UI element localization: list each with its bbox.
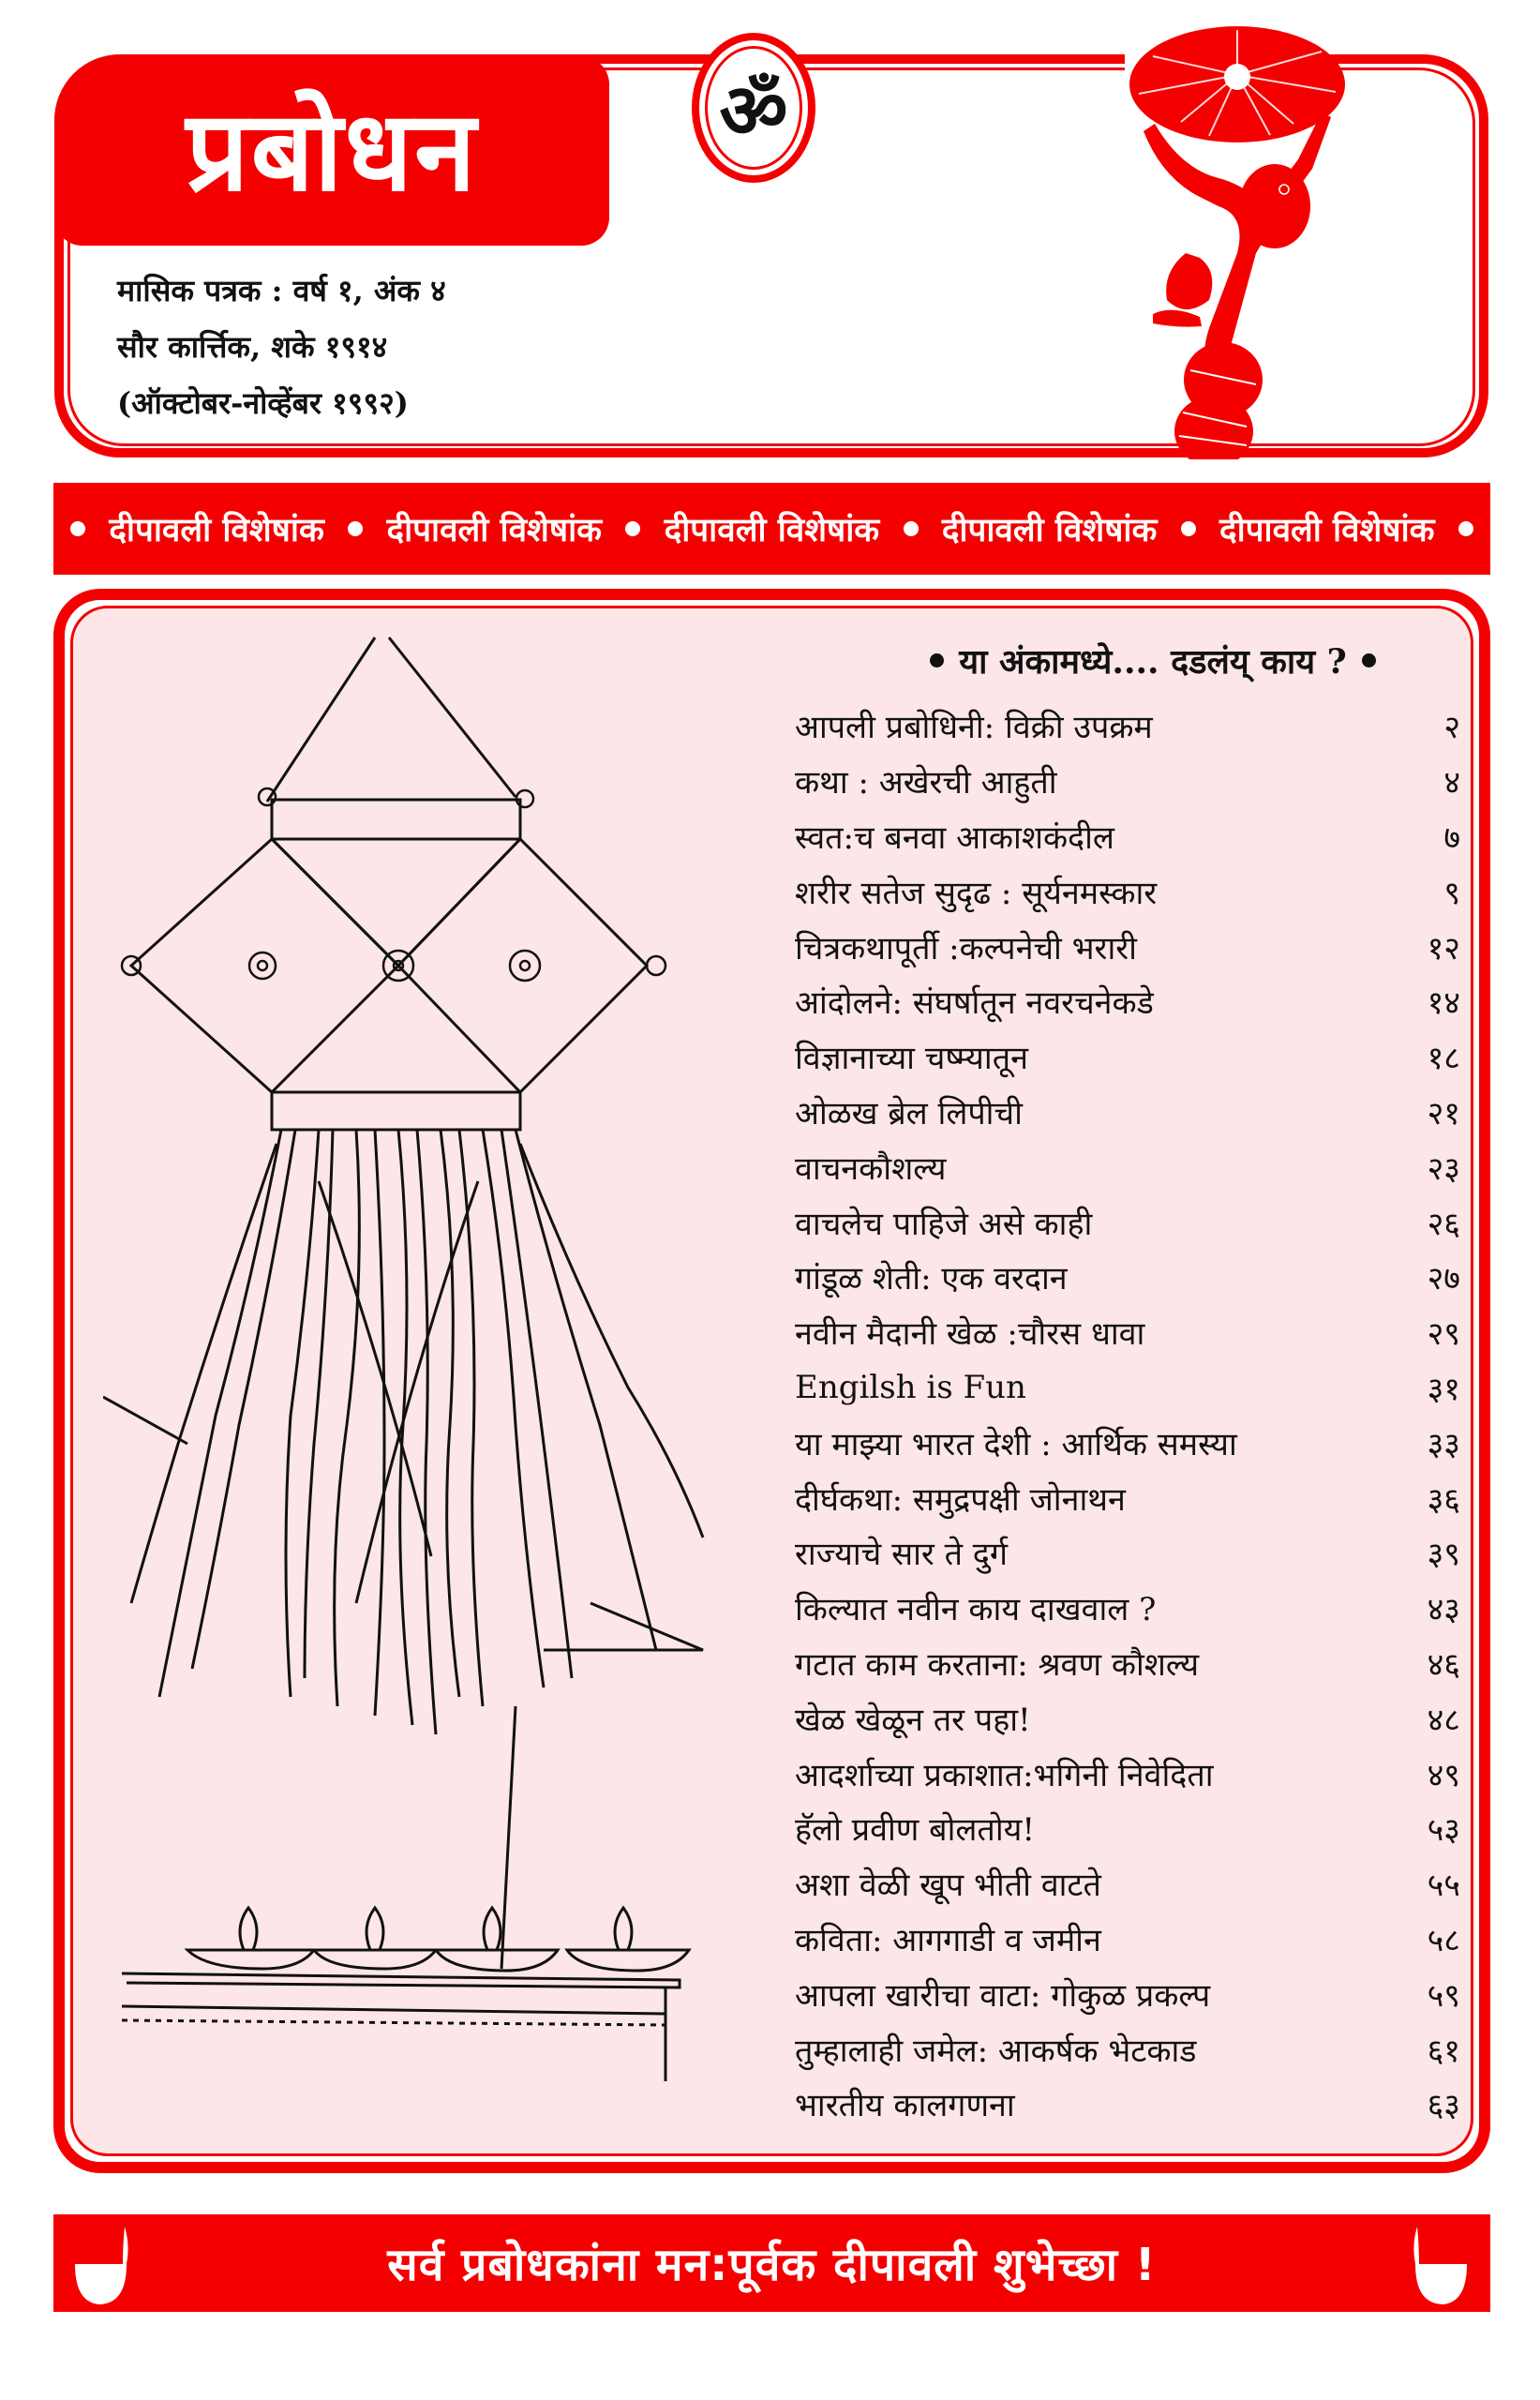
toc-item-title: हॅलो प्रवीण बोलतोय! — [795, 1811, 1036, 1850]
toc-row[interactable] — [795, 1912, 1460, 1967]
toc-item-title: भारतीय कालगणना — [795, 2087, 1015, 2125]
toc-row[interactable] — [795, 2077, 1460, 2132]
toc-row[interactable] — [795, 1305, 1460, 1360]
toc-item-page: ७ — [1443, 818, 1460, 857]
toc-item-page: २९ — [1427, 1315, 1460, 1354]
toc-row[interactable] — [795, 1581, 1460, 1636]
table-of-contents — [795, 698, 1460, 2132]
toc-row[interactable] — [795, 974, 1460, 1029]
toc-item-title: या माझ्या भारत देशी : आर्थिक समस्या — [795, 1425, 1237, 1463]
contents-heading-text: या अंकामध्ये.... दडलंय् काय ? — [959, 642, 1347, 682]
toc-item-title: गांडूळ शेती: एक वरदान — [795, 1260, 1068, 1298]
toc-item-page: ३९ — [1427, 1536, 1460, 1574]
toc-row[interactable] — [795, 754, 1460, 809]
bullet-icon — [1458, 521, 1473, 536]
bullet-icon — [930, 653, 944, 668]
toc-row[interactable] — [795, 919, 1460, 974]
toc-row[interactable] — [795, 1194, 1460, 1250]
toc-item-title: अशा वेळी खूप भीती वाटते — [795, 1867, 1101, 1905]
toc-item-title: आंदोलने: संघर्षातून नवरचनेकडे — [795, 984, 1154, 1023]
toc-item-title: वाचनकौशल्य — [795, 1149, 947, 1188]
toc-item-page: ३१ — [1427, 1370, 1460, 1408]
toc-item-page: १२ — [1427, 929, 1460, 968]
toc-item-title: किल्यात नवीन काय दाखवाल ? — [795, 1591, 1157, 1629]
toc-item-title: शरीर सतेज सुदृढ : सूर्यनमस्कार — [795, 874, 1158, 912]
toc-item-page: ४९ — [1427, 1756, 1460, 1794]
banner-item: दीपावली विशेषांक — [1219, 511, 1435, 549]
banner-item: दीपावली विशेषांक — [941, 511, 1158, 549]
toc-item-page: ९ — [1443, 874, 1460, 912]
issue-line-months: (ऑक्टोबर-नोव्हेंबर १९९२) — [117, 385, 409, 421]
om-emblem — [692, 33, 815, 183]
banner-item: दीपावली विशेषांक — [664, 511, 880, 549]
issue-line-volume: मासिक पत्रक : वर्ष १, अंक ४ — [117, 273, 446, 308]
toc-item-title: गटात काम करताना: श्रवण कौशल्य — [795, 1645, 1200, 1684]
greeting-banner — [53, 2214, 1490, 2312]
toc-item-title: विज्ञानाच्या चष्म्यातून — [795, 1040, 1028, 1078]
greeting-text: सर्व प्रबोधकांना मन:पूर्वक दीपावली शुभेच्छा ! — [387, 2238, 1157, 2291]
toc-row[interactable] — [795, 1029, 1460, 1085]
toc-row[interactable] — [795, 1415, 1460, 1470]
toc-item-title: आदर्शाच्या प्रकाशात:भगिनी निवेदिता — [795, 1756, 1214, 1794]
bullet-icon — [625, 521, 640, 536]
bullet-icon — [70, 521, 85, 536]
toc-item-page: ५९ — [1427, 1976, 1460, 2015]
toc-row[interactable] — [795, 698, 1460, 754]
figure-holding-sun-logo-icon — [1097, 19, 1368, 459]
bullet-icon — [1362, 653, 1376, 668]
toc-row[interactable] — [795, 809, 1460, 864]
toc-item-title: तुम्हालाही जमेल: आकर्षक भेटकाड — [795, 2032, 1197, 2070]
toc-item-title: चित्रकथापूर्ती :कल्पनेची भरारी — [795, 929, 1137, 968]
toc-item-title: दीर्घकथा: समुद्रपक्षी जोनाथन — [795, 1480, 1126, 1519]
toc-row[interactable] — [795, 1966, 1460, 2021]
toc-item-page: ४३ — [1427, 1591, 1460, 1629]
toc-item-title: आपली प्रबोधिनी: विक्री उपक्रम — [795, 709, 1153, 747]
toc-row[interactable] — [795, 1801, 1460, 1856]
toc-item-page: २७ — [1427, 1260, 1460, 1298]
toc-item-page: २३ — [1427, 1149, 1460, 1188]
toc-row[interactable] — [795, 1856, 1460, 1912]
toc-item-page: ३३ — [1427, 1425, 1460, 1463]
toc-item-page: ५५ — [1427, 1867, 1460, 1905]
magazine-title: प्रबोधन — [186, 86, 478, 216]
toc-item-title: Engilsh is Fun — [795, 1368, 1026, 1406]
toc-row[interactable] — [795, 1085, 1460, 1140]
toc-item-page: ५३ — [1427, 1811, 1460, 1850]
toc-item-page: ४ — [1443, 764, 1460, 802]
diwali-special-banner — [53, 483, 1490, 575]
toc-item-title: स्वत:च बनवा आकाशकंदील — [795, 818, 1114, 857]
toc-item-page: ६१ — [1427, 2032, 1460, 2070]
toc-item-title: आपला खारीचा वाटा: गोकुळ प्रकल्प — [795, 1976, 1211, 2015]
toc-row[interactable] — [795, 1470, 1460, 1525]
toc-item-page: १४ — [1427, 984, 1460, 1023]
toc-item-page: २१ — [1427, 1094, 1460, 1132]
toc-item-page: १८ — [1427, 1040, 1460, 1078]
toc-row[interactable] — [795, 1250, 1460, 1305]
bullet-icon — [904, 521, 919, 536]
banner-item: दीपावली विशेषांक — [386, 511, 603, 549]
toc-item-title: राज्याचे सार ते दुर्ग — [795, 1536, 1008, 1574]
toc-item-title: खेळ खेळून तर पहा! — [795, 1701, 1031, 1739]
contents-heading — [844, 638, 1462, 683]
toc-item-page: २६ — [1427, 1205, 1460, 1243]
toc-item-title: नवीन मैदानी खेळ :चौरस धावा — [795, 1315, 1145, 1354]
diya-lamp-icon — [70, 2222, 136, 2306]
bullet-icon — [348, 521, 363, 536]
toc-item-page: ६३ — [1427, 2087, 1460, 2125]
issue-info — [117, 262, 642, 431]
diya-lamp-icon — [1406, 2222, 1472, 2306]
toc-item-page: ३६ — [1427, 1480, 1460, 1519]
toc-item-page: ४८ — [1427, 1701, 1460, 1739]
issue-line-shaka: सौर कार्त्तिक, शके १९१४ — [117, 329, 388, 365]
toc-row[interactable] — [795, 863, 1460, 919]
toc-row[interactable] — [795, 1360, 1460, 1416]
bullet-icon — [1181, 521, 1196, 536]
toc-row[interactable] — [795, 1690, 1460, 1746]
toc-row[interactable] — [795, 1746, 1460, 1801]
toc-item-title: कथा : अखेरची आहुती — [795, 764, 1057, 802]
toc-item-page: ५८ — [1427, 1921, 1460, 1959]
toc-item-title: ओळख ब्रेल लिपीची — [795, 1094, 1023, 1132]
toc-row[interactable] — [795, 1139, 1460, 1194]
toc-row[interactable] — [795, 2021, 1460, 2077]
toc-item-page: २ — [1443, 709, 1460, 747]
akashkandil-lantern-illustration-icon — [103, 619, 778, 2081]
toc-row[interactable] — [795, 1636, 1460, 1691]
masthead — [54, 56, 609, 246]
toc-item-page: ४६ — [1427, 1645, 1460, 1684]
toc-row[interactable] — [795, 1525, 1460, 1581]
toc-item-title: वाचलेच पाहिजे असे काही — [795, 1205, 1093, 1243]
banner-item: दीपावली विशेषांक — [109, 511, 324, 549]
om-icon: ॐ — [719, 67, 788, 155]
toc-item-title: कविता: आगगाडी व जमीन — [795, 1921, 1101, 1959]
